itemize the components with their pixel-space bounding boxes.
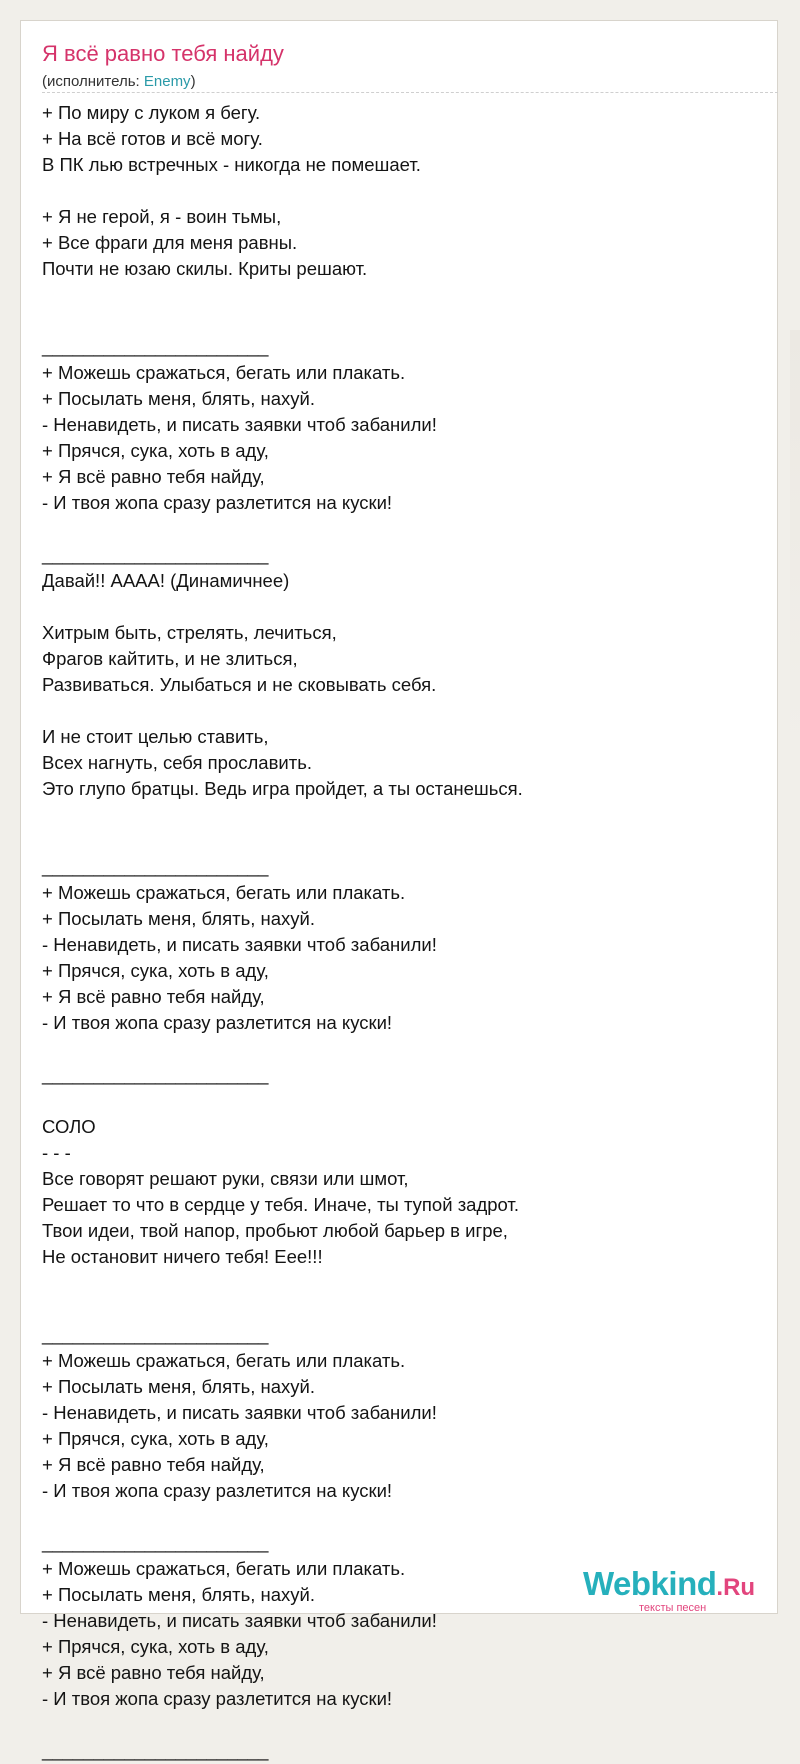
artist-link[interactable]: Enemy [143,73,191,90]
artist-prefix: (исполнитель: [42,73,144,90]
lyrics-text: + По миру с луком я бегу. + На всё готов и всё могу. В ПК лью встречных - никогда не помешает. + Я не герой, я - воин тьмы, + Все фраги для меня равны. Почти не юзаю скилы. Криты решают. ______________________ + Можешь сражаться, бегать или плакать. + Посылать меня, блять, нахуй. - Ненавидеть, и писать заявки чтоб забанили! + Прячся, сука, хоть в аду, + Я всё равно тебя найду, - И твоя жопа сразу разлетится на куски! ______________________ Давай!! АААА! (Динамичнее) Хитрым быть, стрелять, лечиться, Фрагов кайтить, и не злиться, Развиваться. Улыбаться и не сковывать себя. И не стоит целью ставить, Всех нагнуть, себя прославить. Это глупо братцы. Ведь игра пройдет, а ты останешься. ______________________ + Можешь сражаться, бегать или плакать. + Посылать меня, блять, нахуй. - Ненавидеть, и писать заявки чтоб забанили! + Прячся, сука, хоть в аду, + Я всё равно тебя найду, - И твоя жопа сразу разлетится на куски! ______________________ СОЛО - - - Все говорят решают руки, связи или шмот, Решает то что в сердце у тебя. Иначе, ты тупой задрот. Твои идеи, твой напор, пробьют любой барьер в игре, Не остановит ничего тебя! Еее!!! ______________________ + Можешь сражаться, бегать или плакать. + Посылать меня, блять, нахуй. - Ненавидеть, и писать заявки чтоб забанили! + Прячся, сука, хоть в аду, + Я всё равно тебя найду, - И твоя жопа сразу разлетится на куски! ______________________ + Можешь сражаться, бегать или плакать. + Посылать меня, блять, нахуй. - Ненавидеть, и писать заявки чтоб забанили! + Прячся, сука, хоть в аду, + Я всё равно тебя найду, - И твоя жопа сразу разлетится на куски! ______________________ [42,102,523,1761]
artist-line [42,73,196,90]
background-decoration [790,330,800,750]
logo-wordmark: Webkind [583,1565,717,1602]
lyrics-card [20,20,778,1761]
logo-tagline: тексты песен [639,1602,707,1614]
song-title: Я всё равно тебя найду [42,41,284,66]
site-logo[interactable] [583,1565,756,1614]
artist-suffix: ) [190,73,196,90]
header-divider [42,92,778,93]
logo-domain: .Ru [716,1574,756,1601]
